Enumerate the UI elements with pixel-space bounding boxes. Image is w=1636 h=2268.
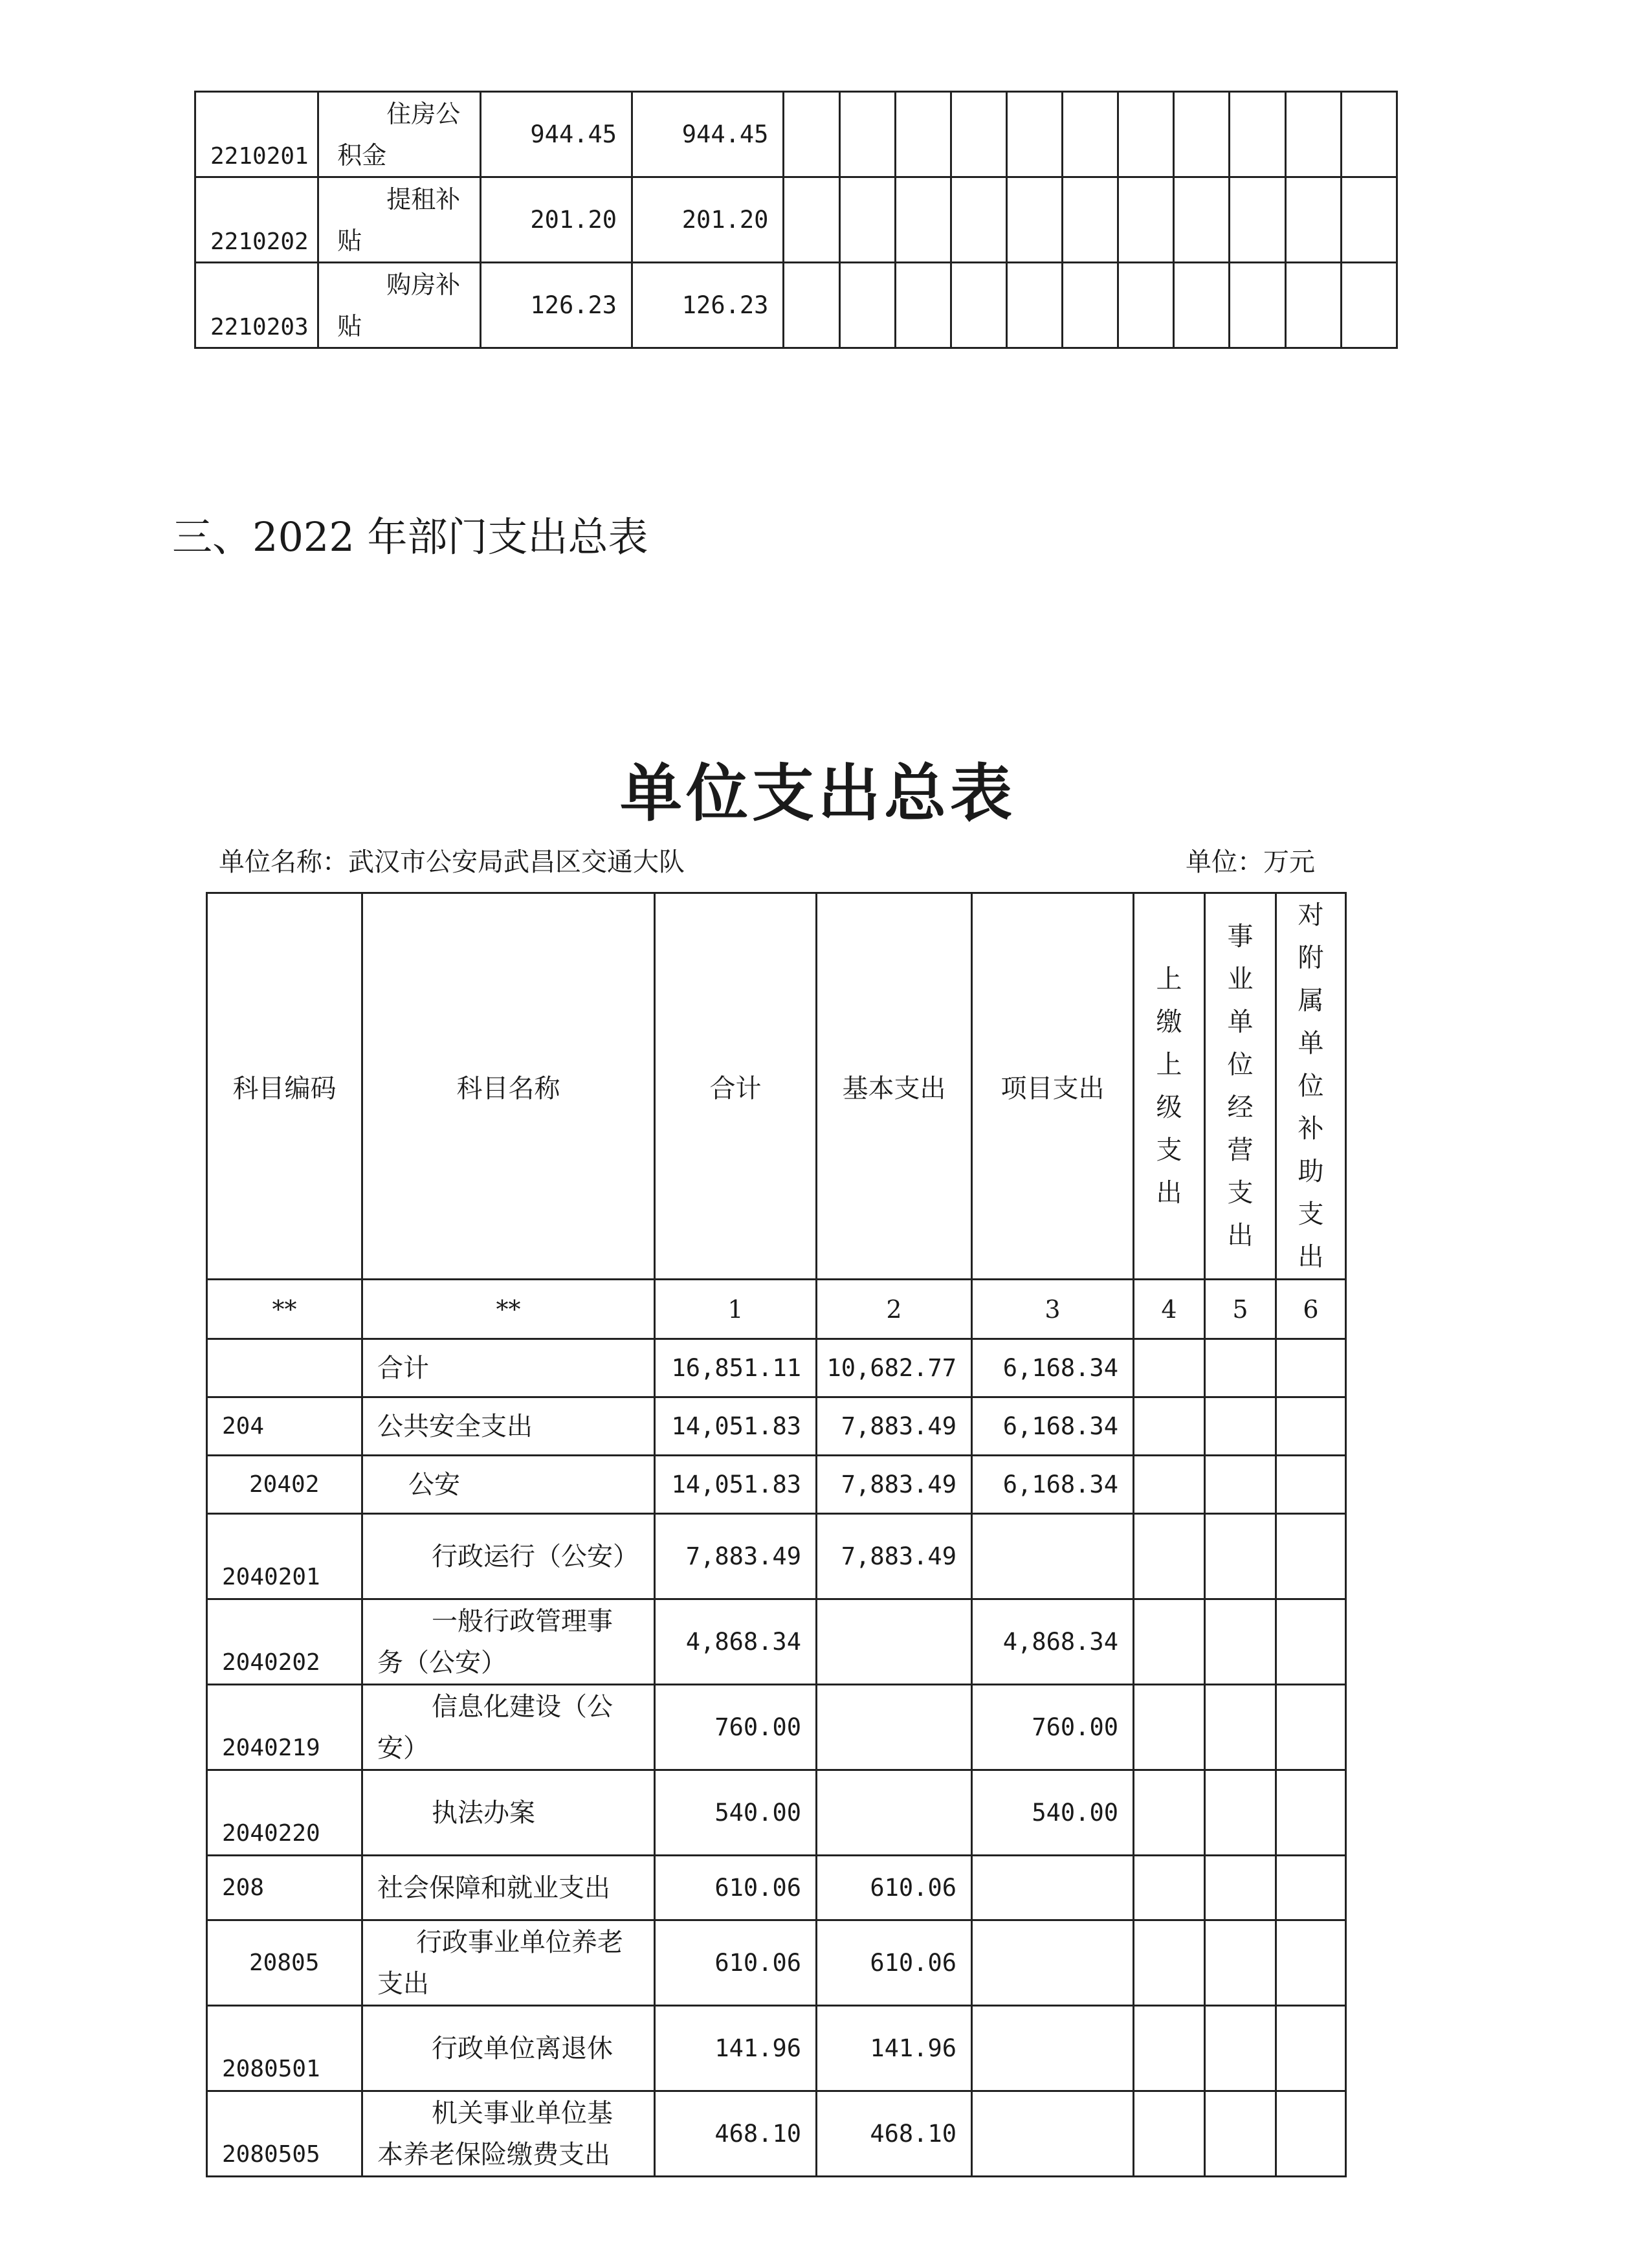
- unit-name: 单位名称：武汉市公安局武昌区交通大队: [219, 847, 685, 877]
- basic-value: [817, 1599, 972, 1685]
- table-row: [195, 177, 1397, 263]
- table-row: [207, 1514, 1346, 1599]
- table-row: [207, 1599, 1346, 1685]
- project-value: 4,868.34: [972, 1599, 1134, 1685]
- header-name: 科目名称: [362, 893, 655, 1280]
- total-value: 141.96: [655, 2006, 817, 2091]
- subject-code: [207, 1339, 362, 1397]
- subject-name: 公共安全支出: [362, 1397, 655, 1456]
- table-row: [207, 1856, 1346, 1920]
- index-row: [207, 1280, 1346, 1339]
- subject-code: 208: [207, 1856, 362, 1920]
- total-value: 944.45: [480, 92, 632, 177]
- subject-code: 2080501: [207, 2006, 362, 2091]
- table-row: [207, 1685, 1346, 1770]
- basic-value: 610.06: [817, 1920, 972, 2006]
- header-row: [207, 893, 1346, 1280]
- subject-name: 社会保障和就业支出: [362, 1856, 655, 1920]
- project-value: [972, 2091, 1134, 2177]
- header-total: 合计: [655, 893, 817, 1280]
- table-title: 单位支出总表: [620, 757, 1016, 830]
- basic-value: 126.23: [632, 263, 784, 348]
- table-row: [207, 2091, 1346, 2177]
- total-value: 14,051.83: [655, 1456, 817, 1514]
- table-row: [195, 92, 1397, 177]
- total-value: 16,851.11: [655, 1339, 817, 1397]
- unit-label: 单位：万元: [1186, 847, 1315, 877]
- table-row: [207, 1456, 1346, 1514]
- table-row: [207, 1339, 1346, 1397]
- basic-value: 7,883.49: [817, 1456, 972, 1514]
- basic-value: 141.96: [817, 2006, 972, 2091]
- total-value: 540.00: [655, 1770, 817, 1856]
- subject-name: 行政单位离退休: [362, 2006, 655, 2091]
- header-project: 项目支出: [972, 893, 1134, 1280]
- header-basic: 基本支出: [817, 893, 972, 1280]
- project-value: 6,168.34: [972, 1397, 1134, 1456]
- subject-code: 2080505: [207, 2091, 362, 2177]
- index-cell: **: [362, 1280, 655, 1339]
- subject-code: 2040220: [207, 1770, 362, 1856]
- header-subsidiary: 对 附 属 单 位 补 助 支 出: [1276, 893, 1346, 1280]
- subject-name: 住房公 积金: [318, 92, 480, 177]
- subject-name: 行政运行（公安）: [362, 1514, 655, 1599]
- subject-code: 2040202: [207, 1599, 362, 1685]
- index-cell: 1: [655, 1280, 817, 1339]
- table-row: [207, 1920, 1346, 2006]
- total-value: 126.23: [480, 263, 632, 348]
- project-value: [972, 1920, 1134, 2006]
- table-row: [207, 1397, 1346, 1456]
- basic-value: 468.10: [817, 2091, 972, 2177]
- subject-name: 一般行政管理事 务（公安）: [362, 1599, 655, 1685]
- subject-code: 20402: [207, 1456, 362, 1514]
- subject-code: 2210202: [195, 177, 318, 263]
- expenditure-table: [206, 892, 1347, 2177]
- index-cell: 6: [1276, 1280, 1346, 1339]
- index-cell: 5: [1205, 1280, 1276, 1339]
- basic-value: 10,682.77: [817, 1339, 972, 1397]
- total-value: 7,883.49: [655, 1514, 817, 1599]
- project-value: [972, 1856, 1134, 1920]
- subject-name: 公安: [362, 1456, 655, 1514]
- basic-value: 610.06: [817, 1856, 972, 1920]
- index-cell: 3: [972, 1280, 1134, 1339]
- section-heading: 三、2022 年部门支出总表: [172, 513, 648, 561]
- header-business: 事 业 单 位 经 营 支 出: [1205, 893, 1276, 1280]
- project-value: 6,168.34: [972, 1339, 1134, 1397]
- index-cell: 4: [1134, 1280, 1205, 1339]
- project-value: [972, 1514, 1134, 1599]
- basic-value: 7,883.49: [817, 1514, 972, 1599]
- index-cell: 2: [817, 1280, 972, 1339]
- project-value: 540.00: [972, 1770, 1134, 1856]
- index-cell: **: [207, 1280, 362, 1339]
- total-value: 760.00: [655, 1685, 817, 1770]
- project-value: 760.00: [972, 1685, 1134, 1770]
- basic-value: 7,883.49: [817, 1397, 972, 1456]
- header-code: 科目编码: [207, 893, 362, 1280]
- header-upper-level: 上 缴 上 级 支 出: [1134, 893, 1205, 1280]
- subject-name: 执法办案: [362, 1770, 655, 1856]
- project-value: 6,168.34: [972, 1456, 1134, 1514]
- total-value: 468.10: [655, 2091, 817, 2177]
- subject-code: 2040201: [207, 1514, 362, 1599]
- subject-name: 机关事业单位基 本养老保险缴费支出: [362, 2091, 655, 2177]
- project-value: [972, 2006, 1134, 2091]
- basic-value: 201.20: [632, 177, 784, 263]
- basic-value: [817, 1685, 972, 1770]
- table-row: [207, 2006, 1346, 2091]
- total-value: 14,051.83: [655, 1397, 817, 1456]
- subject-code: 2040219: [207, 1685, 362, 1770]
- subject-code: 20805: [207, 1920, 362, 2006]
- total-value: 201.20: [480, 177, 632, 263]
- subject-code: 2210203: [195, 263, 318, 348]
- subject-name: 合计: [362, 1339, 655, 1397]
- basic-value: 944.45: [632, 92, 784, 177]
- subject-name: 购房补 贴: [318, 263, 480, 348]
- basic-value: [817, 1770, 972, 1856]
- total-value: 4,868.34: [655, 1599, 817, 1685]
- total-value: 610.06: [655, 1856, 817, 1920]
- table-row: [195, 263, 1397, 348]
- total-value: 610.06: [655, 1920, 817, 2006]
- subject-name: 提租补 贴: [318, 177, 480, 263]
- subject-name: 行政事业单位养老 支出: [362, 1920, 655, 2006]
- subject-code: 2210201: [195, 92, 318, 177]
- table-row: [207, 1770, 1346, 1856]
- subject-name: 信息化建设（公 安）: [362, 1685, 655, 1770]
- subject-code: 204: [207, 1397, 362, 1456]
- continuation-table: [194, 91, 1398, 349]
